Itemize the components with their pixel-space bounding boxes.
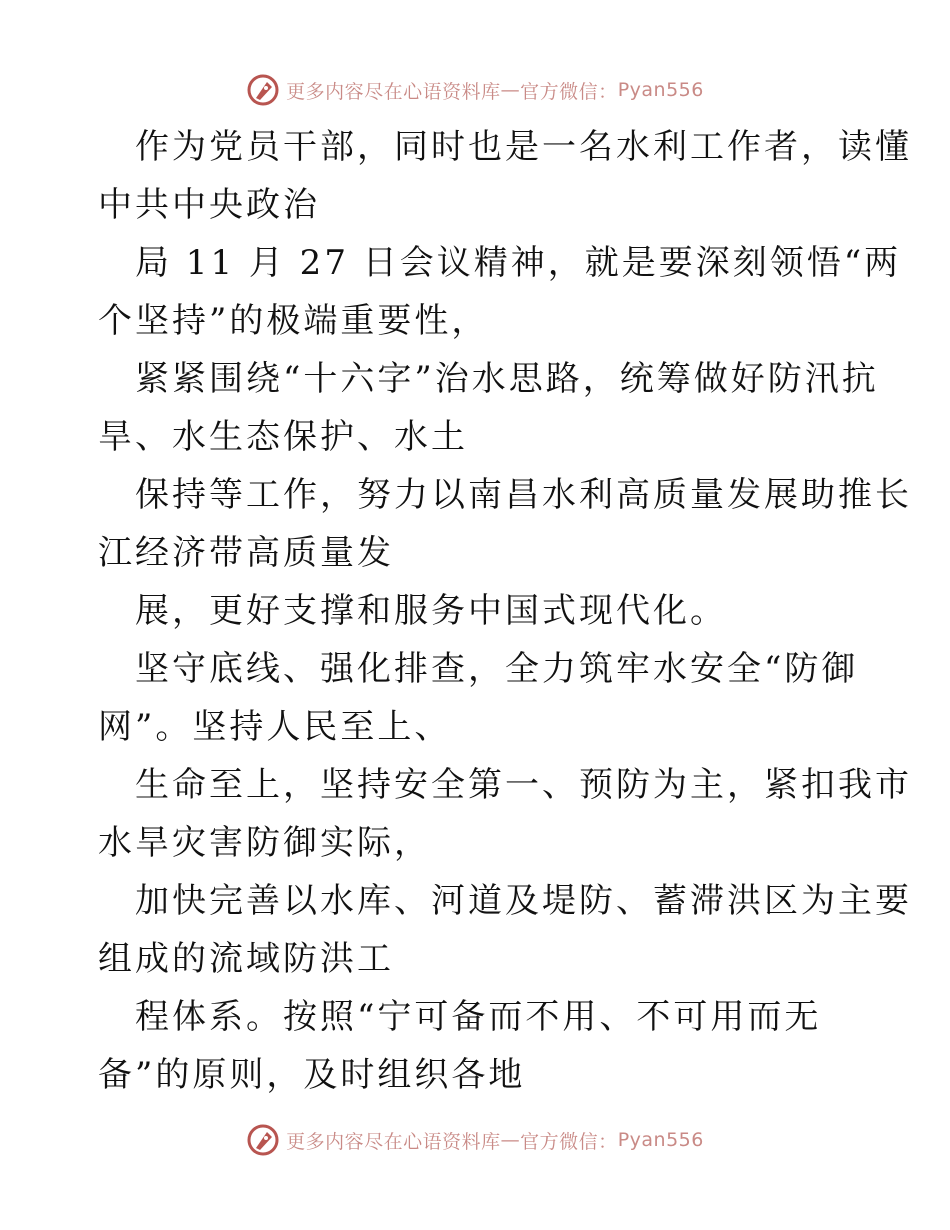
- paragraph-line: 个坚持”的极端重要性，: [98, 301, 489, 341]
- paragraph-line: 局 11 月 27 日会议精神，就是要深刻领悟“两: [135, 243, 902, 283]
- paragraph: [0, 350, 950, 466]
- paragraph: [0, 466, 950, 582]
- paragraph-line: 水旱灾害防御实际，: [98, 823, 431, 863]
- paragraph-line: 组成的流域防洪工: [98, 939, 394, 979]
- paragraph-line: 作为党员干部，同时也是一名水利工作者，读懂: [135, 127, 912, 167]
- document-body: [0, 118, 950, 1104]
- header-watermark: [0, 70, 950, 110]
- paragraph: [0, 988, 950, 1104]
- paragraph: [0, 582, 950, 640]
- paragraph: [0, 118, 950, 234]
- watermark-separator: —: [500, 1129, 521, 1151]
- watermark-separator: —: [500, 79, 521, 101]
- paragraph-line: 紧紧围绕“十六字”治水思路，统筹做好防汛抗: [135, 359, 879, 399]
- paragraph: [0, 872, 950, 988]
- paragraph-line: 程体系。按照“宁可备而不用、不可用而无: [135, 997, 822, 1037]
- paragraph-line: 旱、水生态保护、水土: [98, 417, 468, 457]
- watermark-text: 更多内容尽在心语资料库: [286, 1130, 501, 1153]
- paragraph: [0, 640, 950, 756]
- paragraph-line: 备”的原则，及时组织各地: [98, 1055, 526, 1095]
- paragraph-line: 保持等工作，努力以南昌水利高质量发展助推长: [135, 475, 912, 515]
- watermark-text: 更多内容尽在心语资料库: [286, 80, 501, 103]
- watermark-label: 官方微信：: [520, 1130, 618, 1153]
- pen-nib-circle-icon: [246, 73, 280, 107]
- paragraph-line: 江经济带高质量发: [98, 533, 394, 573]
- paragraph-line: 生命至上，坚持安全第一、预防为主，紧扣我市: [135, 765, 912, 805]
- paragraph-line: 坚守底线、强化排查，全力筑牢水安全“防御: [135, 649, 859, 689]
- paragraph-line: 展，更好支撑和服务中国式现代化。: [135, 591, 727, 631]
- watermark-handle: Pyan556: [617, 1129, 704, 1151]
- pen-nib-circle-icon: [246, 1123, 280, 1157]
- watermark-label: 官方微信：: [520, 80, 618, 103]
- paragraph-line: 网”。坚持人民至上、: [98, 707, 452, 747]
- paragraph-line: 中共中央政治: [98, 185, 320, 225]
- watermark-handle: Pyan556: [617, 79, 704, 101]
- paragraph-line: 加快完善以水库、河道及堤防、蓄滞洪区为主要: [135, 881, 912, 921]
- footer-watermark: [0, 1120, 950, 1160]
- paragraph: [0, 756, 950, 872]
- paragraph: [0, 234, 950, 350]
